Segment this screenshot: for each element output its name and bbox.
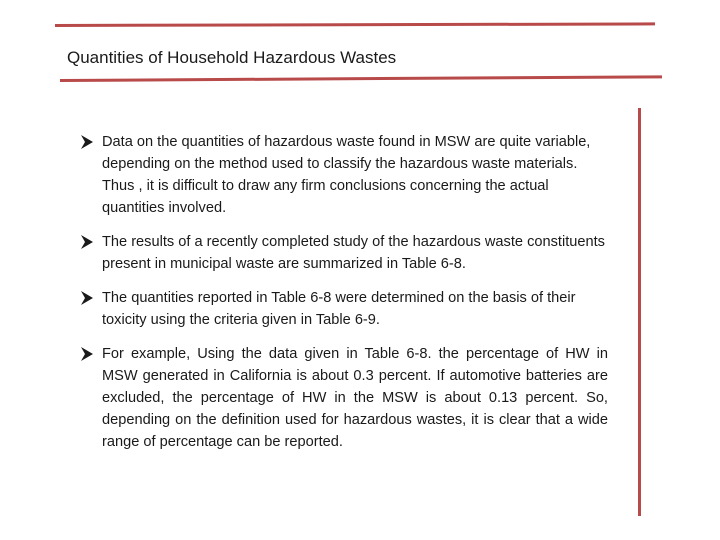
bullet-text: The results of a recently completed study of the hazardous waste constituents present in municipal waste are summarized in Table 6-8.: [102, 234, 605, 272]
bullet-item: [80, 287, 608, 331]
title-bottom-rule: [60, 75, 662, 82]
arrowhead-bullet-icon: [80, 287, 96, 309]
arrowhead-bullet-icon: [80, 231, 96, 253]
bullet-item: [80, 231, 608, 275]
bullet-text: For example, Using the data given in Table 6-8. the percentage of HW in MSW generated in California is about 0.3 percent. If automotive batteries are excluded, the percentage of HW in the MSW is about 0.13 percent. So, depending on the definition used for hazardous wastes, it is clear that a wide range of percentage can be reported.: [102, 346, 608, 450]
bullet-item: [80, 343, 608, 453]
bullet-list: [80, 131, 608, 465]
slide-title: Quantities of Household Hazardous Wastes: [67, 48, 397, 67]
arrowhead-bullet-icon: [80, 131, 96, 153]
arrowhead-bullet-icon: [80, 343, 96, 365]
bullet-item: [80, 131, 608, 219]
bullet-text: Data on the quantities of hazardous waste found in MSW are quite variable, depending on the method used to classify the hazardous waste materials. Thus , it is difficult to draw any firm conclusions concerning the actual quantities involved.: [102, 134, 591, 216]
title-top-rule: [55, 22, 655, 27]
bullet-text: The quantities reported in Table 6-8 were determined on the basis of their toxicity using the criteria given in Table 6-9.: [102, 290, 576, 328]
right-side-rule: [638, 108, 641, 516]
